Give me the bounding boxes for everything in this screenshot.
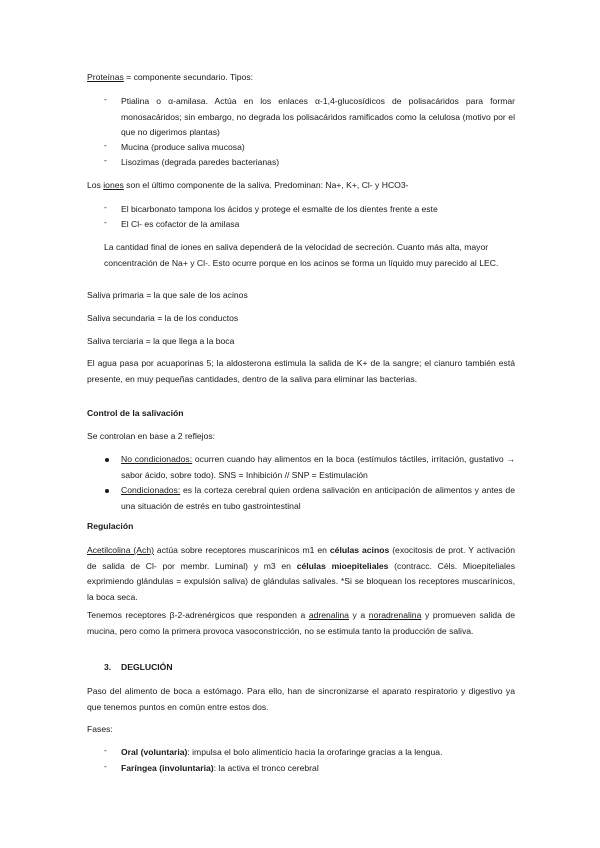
regulacion-heading: Regulación [87, 521, 134, 531]
dash-bullet: - [104, 217, 107, 227]
iones-paragraph [87, 178, 515, 194]
regulacion-text: (contracc. Céls. Mioepiteliales exprimiendo glándulas = expulsión saliva) de glándulas salivales. *Si se bloquean los receptores muscarínicos, la boca seca. [87, 560, 515, 602]
deglucion-intro: Paso del alimento de boca a estómago. Para ello, han de sincronizarse el aparato respiratorio y digestivo ya que tenemos puntos en común entre estos dos. [87, 686, 515, 712]
iones-text: son el último componente de la saliva. Predominan: Na+, K+, Cl- y HCO3- [123, 180, 409, 190]
regulacion-paragraph [87, 543, 515, 605]
regulacion-text: actúa sobre receptores muscarínicos m1 en [153, 545, 330, 555]
saliva-terciaria: Saliva terciaria = la que llega a la boca [87, 336, 235, 346]
control-heading: Control de la salivación [87, 408, 184, 418]
agua-paragraph: El agua pasa por acuaporinas 5; la aldosterona estimula la salida de K+ de la sangre; el cianuro también está presente, en muy pequeñas cantidades, dentro de la saliva para eliminar las bacterias. [87, 358, 515, 384]
dash-bullet: - [104, 761, 107, 771]
iones-label: iones [103, 180, 124, 190]
receptores-text: y a [348, 610, 369, 620]
bullet-dot [105, 458, 109, 462]
list-item: Ptialina o α-amilasa. Actúa en los enlaces α-1,4-glucosídicos de polisacáridos para formar monosacáridos; sin embargo, no degrada los polisacáridos ramificados como la celulosa (motivo por el que no digerimos plantas) [121, 96, 515, 137]
list-item-faringea [121, 761, 515, 777]
oral-text: : impulsa el bolo alimenticio hacia la orofaringe gracias a la lengua. [187, 747, 443, 757]
adrenalina-term: adrenalina [308, 610, 349, 620]
list-item-oral [121, 745, 515, 761]
bullet-dot [105, 489, 109, 493]
list-item: El bicarbonato tampona los ácidos y protege el esmalte de los dientes frente a este [121, 204, 438, 214]
iones-note: La cantidad final de iones en saliva dependerá de la velocidad de secreción. Cuanto más alta, mayor concentración de Na+ y Cl-. Esto ocurre porque en los acinos se forma un líquido muy parecido al LEC. [104, 242, 499, 268]
oral-label: Oral (voluntaria) [121, 747, 188, 757]
control-intro: Se controlan en base a 2 reflejos: [87, 431, 216, 441]
dash-bullet: - [104, 155, 107, 165]
receptores-text: Tenemos receptores β-2-adrenérgicos que responden a [87, 610, 309, 620]
proteinas-text: = componente secundario. Tipos: [123, 72, 254, 82]
receptores-paragraph [87, 608, 515, 639]
list-item: Lisozimas (degrada paredes bacterianas) [121, 157, 280, 167]
proteinas-label: Proteínas [87, 72, 124, 82]
dash-bullet: - [104, 745, 107, 755]
proteinas-paragraph [87, 70, 515, 86]
saliva-primaria: Saliva primaria = la que sale de los acinos [87, 290, 248, 300]
iones-pre: Los [87, 180, 104, 190]
deglucion-heading: DEGLUCIÓN [121, 662, 173, 672]
faringea-text: : la activa el tronco cerebral [213, 763, 319, 773]
noradrenalina-term: noradrenalina [368, 610, 422, 620]
dash-bullet: - [104, 202, 107, 212]
section-number: 3. [104, 662, 112, 672]
dash-bullet: - [104, 94, 107, 104]
fases-label: Fases: [87, 724, 113, 734]
condicionados-text: es la corteza cerebral quien ordena salivación en anticipación de alimentos y antes de una situación de estrés en tubo gastrointestinal [121, 485, 515, 511]
regulacion-text: (exocitosis de prot. Y activación de salida de Cl- por membr. Luminal) y m3 en [87, 545, 515, 571]
list-item: El Cl- es cofactor de la amilasa [121, 219, 240, 229]
celulas-mioepiteliales: células mioepiteliales [296, 560, 389, 571]
ach-label: Acetilcolina (Ach) [87, 545, 154, 555]
condicionados-label: Condicionados: [121, 485, 181, 495]
receptores-text: y promueven salida de mucina, pero como la primera provoca vasoconstricción, no se estimula tanto la producción de saliva. [87, 610, 515, 636]
list-item: Mucina (produce saliva mucosa) [121, 142, 245, 152]
celulas-acinos: células acinos [329, 545, 390, 555]
no-condicionados-text: ocurren cuando hay alimentos en la boca (estímulos táctiles, irritación, gustativo → sabor ácido, sobre todo). SNS = Inhibición // SNP = Estimulación [121, 454, 515, 480]
dash-bullet: - [104, 140, 107, 150]
saliva-secundaria: Saliva secundaria = la de los conductos [87, 313, 239, 323]
list-item-no-condicionados [121, 452, 515, 483]
no-condicionados-label: No condicionados: [121, 454, 193, 464]
list-item-condicionados [121, 483, 515, 514]
faringea-label: Faríngea (involuntaria) [121, 763, 214, 773]
